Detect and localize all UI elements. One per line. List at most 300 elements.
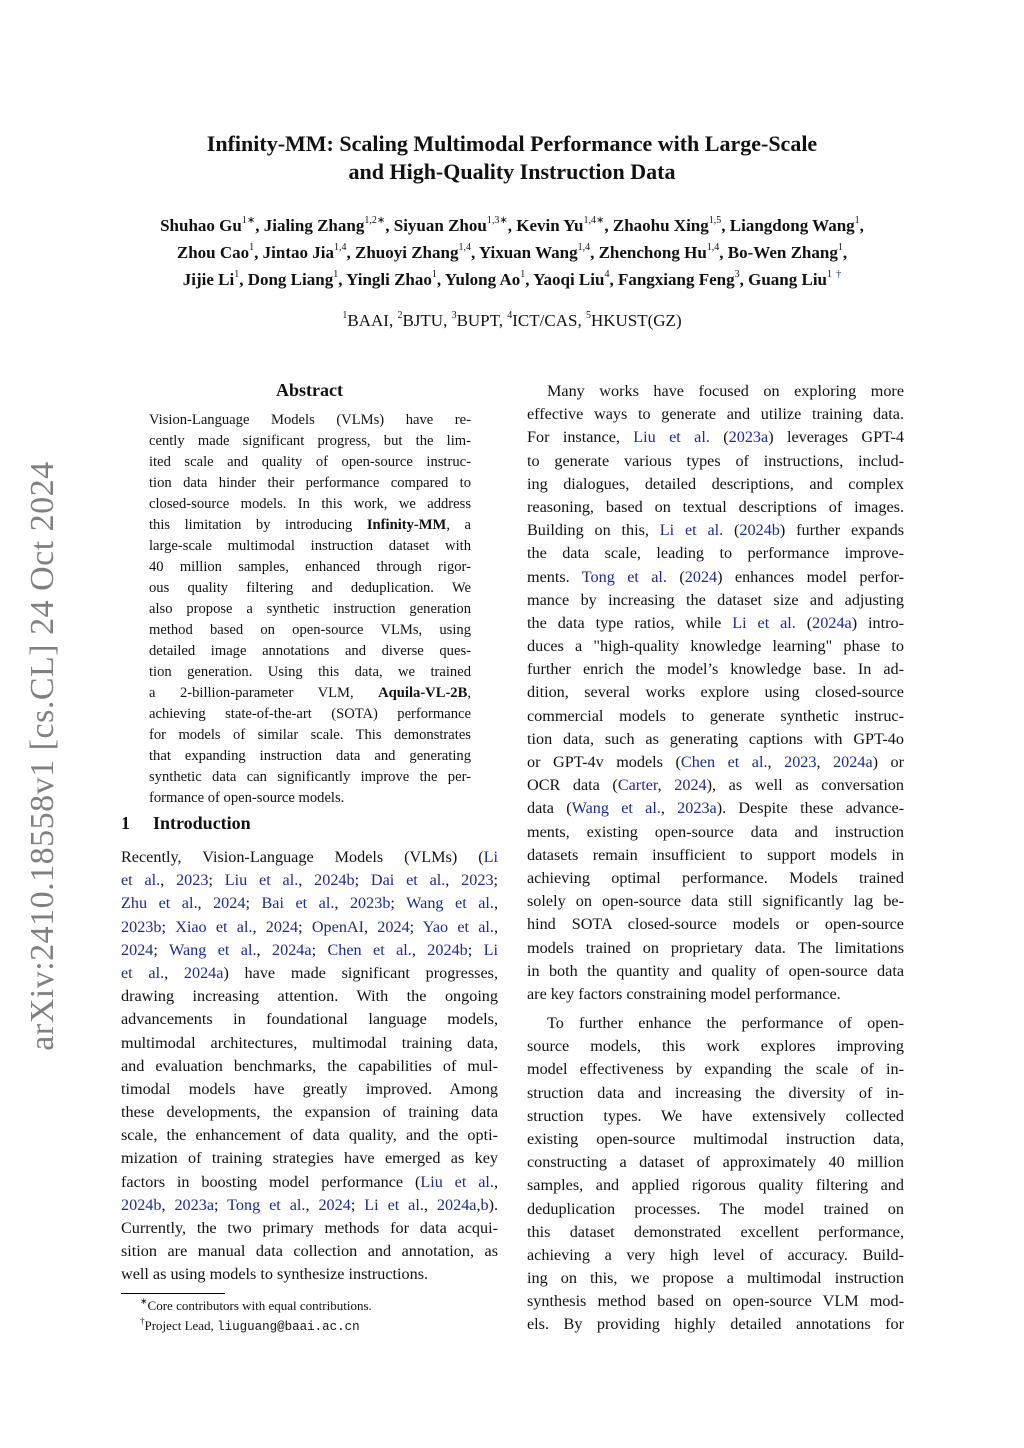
right-column-paragraph-1 [527,380,904,1006]
text-run: , a [446,517,471,533]
citation-link[interactable]: et al. [121,871,161,890]
text-run: ( [666,567,685,586]
text-run: , [657,776,675,795]
affiliation-mark: 3 [451,310,457,322]
text-run: Many works have focused on exploring more [547,382,904,400]
text-run: ). Despite these advance- [716,799,905,818]
text-line [121,1032,498,1055]
text-line [527,821,904,844]
citation-link[interactable]: 2023a [728,428,769,447]
text-line [527,403,904,426]
author-list [40,212,984,293]
text-run: that expanding instruction data and generating [149,748,471,764]
text-run: ing on this, we propose a multimodal instruction [527,1269,904,1288]
paper-title [0,130,1024,186]
text-run: cently made significant progress, but the lim- [149,433,471,449]
text-line [527,1244,904,1267]
text-run: ments, existing open-source data and instruction [527,822,904,841]
text-run: reasoning, based on textual descriptions of images. [527,497,904,516]
citation-link[interactable]: 2024b [739,521,780,540]
citation-link[interactable]: OpenAI [311,917,365,936]
author-affiliation-mark: 1 [333,269,339,281]
author [177,243,254,262]
citation-link[interactable]: 2024 [265,917,299,936]
text-run: ; [208,871,225,890]
footnote-text: Project Lead, [144,1318,218,1333]
author-line: Shuhao $Gu^{1∗}$, Jialing Zhang$^{1,2∗}$, Siyuan Zhou$^{1,3∗}$, Kevin $Yu^{1,4∗}$, Zhaohu Xing$^{1,5}$, Liangdong Wang$^1$, [160,215,864,235]
text-run: , [197,894,214,913]
text-run: ( [723,521,740,540]
author [248,270,339,289]
text-run: ; [350,1195,365,1214]
citation-link[interactable]: 2024 [674,776,707,795]
text-run: ( [709,428,729,447]
footnote-equal-contribution [140,1296,500,1316]
text-run: the data scale, leading to performance improve- [527,544,904,563]
author-name: Yulong Ao [444,270,521,289]
author-affiliation-mark: 1 [234,269,240,281]
citation-link[interactable]: 2024 [377,917,410,936]
text-run: 40 million samples, enhanced through rigor- [149,559,471,575]
text-run: this limitation by introducing [149,517,367,533]
author-name: Jijie Li [182,270,235,289]
text-run: els. By providing highly detailed annotations for [527,1315,904,1334]
text-run: multimodal architectures, multimodal training data, [121,1033,498,1052]
introduction-paragraph [121,846,498,1287]
text-run: synthesis method based on open-source VLM mod- [527,1292,904,1311]
text-run: model effectiveness by expanding the scale of in- [527,1060,904,1079]
text-run: , [256,940,272,959]
citation-link[interactable]: 2023b [121,917,162,936]
text-run: , [476,1195,481,1214]
text-line [121,1240,498,1263]
author-name: Dong Liang [247,270,334,289]
text-line [527,1313,904,1336]
text-line [527,612,904,635]
text-line [527,1267,904,1290]
text-line [527,380,904,403]
text-run: well as using models to synthesize instructions. [121,1265,429,1284]
text-line [527,867,904,890]
title-line: and High-Quality Instruction Data [348,159,676,184]
author [479,243,590,262]
text-run: ; [311,940,328,959]
citation-link[interactable]: 2024 [318,1195,351,1214]
text-line [527,1198,904,1221]
text-run: dition, several works explore using closed-source [527,683,904,702]
text-run: , [467,685,471,701]
citation-link[interactable]: Li et al. [732,613,796,632]
text-line [149,725,471,746]
author-name: Siyuan Zhou [393,216,487,235]
citation-link[interactable]: Li [483,940,499,959]
citation-link[interactable]: 2023a [677,799,717,818]
citation-link[interactable]: Yao et al. [422,917,494,936]
citation-link[interactable]: Tong et al. [227,1195,306,1214]
text-run: , [423,1195,437,1214]
text-line [121,1101,498,1124]
text-line [121,846,498,869]
text-run: , [298,871,315,890]
author-affiliation-mark: 1,4 [577,242,591,254]
affiliation [452,311,499,330]
text-run: also propose a synthetic instruction generation [149,601,471,617]
text-line [527,1174,904,1197]
citation-link[interactable]: Wang et al. [168,940,257,959]
text-line [149,788,471,809]
text-run: closed-source models. In this work, we address [149,496,471,512]
text-run: detailed image annotations and diverse ques- [149,643,471,659]
bold-term: Aquila-VL-2B [378,685,468,701]
text-line [149,557,471,578]
citation-link[interactable]: 2024b [121,1195,162,1214]
citation-link[interactable]: 2023b [349,894,391,913]
affiliation-mark: 1 [342,310,348,322]
text-run: Vision-Language Models (VLMs) have re- [149,412,471,428]
text-run: mization of training strategies have emerged as key [121,1149,498,1168]
text-run: achieving a very high level of accuracy. Build- [527,1245,904,1264]
text-run: , [411,940,428,959]
citation-link[interactable]: Tong et al. [581,567,667,586]
text-run: tion data hinder their performance compared to [149,475,471,491]
text-line [149,452,471,473]
text-run: effective ways to generate and utilize training data. [527,405,904,424]
footnote-text: Core contributors with equal contributions. [147,1298,372,1313]
text-run: achieving optimal performance. Models trained [527,868,904,887]
citation-link[interactable]: Liu et al. [420,1172,494,1191]
citation-link[interactable]: 2023 [461,871,494,890]
text-run: Currently, the two primary methods for data acqui- [121,1219,498,1237]
text-run: ments. [527,567,582,586]
text-run: synthetic data can significantly improve the per- [149,769,471,785]
text-line [527,1290,904,1313]
citation-link[interactable]: 2023 [176,871,209,890]
affiliation-mark: 2 [397,310,403,322]
title-line: Infinity-MM: Scaling Multimodal Performance with Large-Scale [206,131,818,156]
citation-link[interactable]: 2024a [183,963,224,982]
text-run: struction types. We have extensively collected [527,1106,904,1125]
text-run: in both the quantity and quality of open-source data [527,961,904,980]
text-line [527,635,904,658]
text-run: ing dialogues, detailed descriptions, and complex [527,474,904,493]
affiliation [586,311,682,330]
text-run: the data type ratios, while [527,613,733,632]
citation-link[interactable]: b [480,1195,489,1214]
text-line [121,1263,498,1286]
affiliation-mark: 5 [585,310,591,322]
text-line [527,797,904,820]
text-run: to generate various types of instructions, includ- [527,451,904,470]
text-line [121,939,498,962]
text-run: ). [488,1195,499,1214]
text-run: are key factors constraining model performance. [527,984,841,1003]
text-run: , [493,1172,499,1191]
author-affiliation-mark: 1 [520,269,526,281]
citation-link[interactable]: 2024a [436,1195,477,1214]
affiliation [397,311,443,330]
text-line [527,473,904,496]
text-line [121,869,498,892]
citation-link[interactable]: 2024 [684,567,718,586]
text-run: Building on this, [527,521,660,540]
author-name: Guang Liu [748,270,827,289]
text-run: , [493,894,498,913]
affiliation-name: ICT/CAS [512,311,578,330]
author-affiliation-mark: 1 [837,242,843,254]
affiliation-list: $^1$BAAI, $^2$BJTU, $^3$BUPT, $^4$ICT/CAS, $^5$HKUST(GZ) [342,310,682,330]
text-line [149,410,471,431]
text-line [149,746,471,767]
text-run: ; [153,940,169,959]
citation-link[interactable]: 2024 [213,894,246,913]
citation-link[interactable]: 2023 [784,753,817,771]
text-run: ; [354,871,371,890]
text-run: , [816,753,834,771]
citation-link[interactable]: Dai et al. [370,871,446,890]
text-run: , [767,753,785,771]
text-run: To further enhance the performance of open- [547,1014,904,1032]
text-line [527,426,904,449]
text-run: ) leverages GPT-4 [768,428,904,447]
author-affiliation-mark: 1,4 [706,242,720,254]
text-run: factors in boosting model performance ( [121,1172,421,1191]
author [533,270,609,289]
author-affiliation-mark: 1 [827,269,832,281]
affiliation [342,311,389,330]
text-line [527,890,904,913]
text-run: ) intro- [851,613,904,632]
text-line [527,681,904,704]
text-line [527,1151,904,1174]
text-run: deduplication processes. The model trained on [527,1199,904,1218]
author-affiliation-mark: 1 [431,269,437,281]
citation-link[interactable]: Li [483,848,498,866]
text-run: source models, this work explores improving [527,1037,904,1056]
citation-link[interactable]: Wang et al. [571,799,661,818]
text-run: or GPT-4v models ( [527,753,681,771]
author [394,216,508,235]
text-run: data ( [527,799,572,818]
email-link[interactable]: liuguang@baai.ac.cn [217,1320,360,1334]
text-run: for models of similar scale. This demonstrates [149,727,471,743]
citation-link[interactable]: Wang et al. [406,894,494,913]
author-line: Zhou Cao$^1$, Jintao Jia$^{1,4}$, Zhuoyi Zhang$^{1,4}$, Yixuan Wang$^{1,4}$, Zhenchong Hu$^{1,4}$, Bo-Wen Zhang$^1$, [176,242,848,262]
text-run: solely on open-source data still significantly lag be- [527,892,904,911]
citation-link[interactable]: 2024b [427,940,468,959]
footnote-mark: † [140,1315,145,1326]
text-line [527,1128,904,1151]
author-name: Kevin Yu [516,216,584,235]
text-run: timodal models have greatly improved. Among [121,1079,498,1098]
author-affiliation-mark: 4 [604,269,610,281]
text-run: existing open-source multimodal instruction data, [527,1129,904,1148]
author [748,270,841,289]
text-run: OCR data ( [527,776,618,795]
text-line [121,892,498,915]
text-run: ) further expands [779,521,904,540]
author-line: Jijie Li$^1$, Dong Liang$^1$, Yingli Zhao$^1$, Yulong Ao$^1$, Yaoqi Liu$^4$, Fangxiang Feng$^3$, Guang Liu$^1$ † [182,269,842,289]
text-line [121,1147,498,1170]
text-run: , [334,894,350,913]
citation-link[interactable]: Xiao et al. [175,917,253,936]
text-run: drawing increasing attention. With the ongoing [121,987,498,1006]
author-name: Liangdong Wang [729,216,855,235]
text-line [527,589,904,612]
text-run: models trained on proprietary data. The limitations [527,938,904,957]
text-run: , [161,1195,175,1214]
affiliation [507,311,577,330]
text-line [527,937,904,960]
text-line [149,473,471,494]
text-line [121,1078,498,1101]
author [445,270,525,289]
bold-term: Infinity-MM [366,517,447,533]
author-name: Yingli Zhao [346,270,432,289]
citation-link[interactable]: Liu et al. [224,871,299,890]
citation-link[interactable]: 2024 [121,940,154,959]
text-run: and evaluation benchmarks, the capabilities of mul- [121,1056,498,1075]
text-run: ; [493,871,499,890]
author-name: Jialing Zhang [263,216,365,235]
text-line [527,728,904,751]
text-line [527,566,904,589]
text-line [149,494,471,515]
author-name: Jintao Jia [262,243,334,262]
text-run: , [252,917,266,936]
author-affiliation-mark: 1∗ [241,215,256,227]
text-line [527,751,904,774]
text-line [527,658,904,681]
affiliation-name: BAAI [347,311,389,330]
author-affiliation-mark: 1,4 [333,242,347,254]
text-line [527,450,904,473]
text-line [149,641,471,662]
text-run: large-scale multimodal instruction dataset with [149,538,471,554]
citation-link[interactable]: 2024b [314,871,355,890]
right-column-paragraph-2 [527,1012,904,1337]
author-affiliation-mark: 1,4∗ [583,215,605,227]
text-run: Recently, Vision-Language Models (VLMs) ( [121,848,484,866]
text-run: duces a "high-quality knowledge learning" phase to [527,637,904,656]
text-run: mance by increasing the dataset size and adjusting [527,590,904,609]
text-run: hind SOTA closed-source models or open-source [527,915,904,934]
text-line [527,1082,904,1105]
text-run: these developments, the expansion of training data [121,1103,498,1122]
text-run: ) or [872,753,905,771]
author-affiliation-mark: 1,4 [458,242,471,254]
text-line [121,985,498,1008]
author [599,243,720,262]
citation-link[interactable]: Chen et al. [680,753,768,771]
citation-link[interactable]: Chen et al. [327,940,412,959]
text-run: samples, and applied rigorous quality filtering and [527,1176,904,1195]
author-name: Bo-Wen Zhang [727,243,838,262]
citation-link[interactable]: Li et al. [364,1195,424,1214]
text-run: ; [409,917,423,936]
text-run: commercial models to generate synthetic instruc- [527,706,904,725]
text-line [527,496,904,519]
text-line [121,1194,498,1217]
text-run: method based on open-source VLMs, using [149,622,471,638]
text-run: ) have made significant progresses, [223,963,498,982]
text-run: , [364,917,378,936]
author-affiliation-mark: 1,5 [708,215,722,227]
text-line [527,1058,904,1081]
text-line [527,960,904,983]
text-run: this dataset demonstrated excellent performance, [527,1222,904,1241]
citation-link[interactable]: Zhu et al. [121,894,198,913]
citation-link[interactable]: 2024a [833,753,873,771]
citation-link[interactable]: Carter [617,776,658,795]
author [263,243,347,262]
text-run: ; [298,917,312,936]
text-run: ; [214,1195,228,1214]
text-run: ; [245,894,262,913]
section-heading-introduction [121,811,251,835]
author [728,243,843,262]
citation-link[interactable]: 2024a [812,613,852,632]
project-lead-mark[interactable]: † [836,269,842,281]
citation-link[interactable]: Bai et al. [261,894,335,913]
text-line [121,916,498,939]
text-line [149,767,471,788]
author-name: Zhou Cao [176,243,250,262]
author [613,216,721,235]
author-name: Zhuoyi Zhang [354,243,459,262]
text-line [121,1055,498,1078]
text-line [527,519,904,542]
text-run: constructing a dataset of approximately 40 million [527,1153,904,1172]
text-line [527,983,904,1006]
citation-link[interactable]: Li et al. [659,521,724,540]
affiliation-name: HKUST(GZ) [590,311,682,330]
section-title: Introduction [153,813,251,833]
citation-link[interactable]: et al. [121,963,165,982]
author [183,270,239,289]
author [355,243,471,262]
text-line [527,774,904,797]
text-run: ous quality filtering and deduplication. We [149,580,471,596]
author-name: Zhenchong Hu [598,243,707,262]
citation-link[interactable]: 2023a [174,1195,215,1214]
author-name: Yixuan Wang [478,243,578,262]
text-line [149,431,471,452]
text-line [121,1217,498,1240]
text-run: tion generation. Using this data, we trained [149,664,471,680]
author [264,216,386,235]
text-line [527,1012,904,1035]
citation-link[interactable]: 2024a [272,940,312,959]
author [160,216,255,235]
text-run: a 2-billion-parameter VLM, [149,685,379,701]
citation-link[interactable]: Liu et al. [633,428,710,447]
text-run: , [660,799,678,818]
text-run: formance of open-source models. [149,790,345,806]
author-name: Fangxiang Feng [617,270,735,289]
text-line [121,962,498,985]
author-affiliation-mark: 1 [854,215,860,227]
text-line [121,1124,498,1147]
text-run: , [445,871,462,890]
text-run: sition are manual data collection and annotation, as [121,1242,498,1261]
author-affiliation-mark: 1,2∗ [364,215,386,227]
text-run: ), as well as conversation [706,776,904,795]
text-line [149,683,471,704]
footnote-rule [121,1293,225,1294]
footnote-project-lead [140,1316,500,1337]
arxiv-identifier-stamp: arXiv:2410.18558v1 [cs.CL] 24 Oct 2024 [24,461,61,1051]
text-line [527,542,904,565]
